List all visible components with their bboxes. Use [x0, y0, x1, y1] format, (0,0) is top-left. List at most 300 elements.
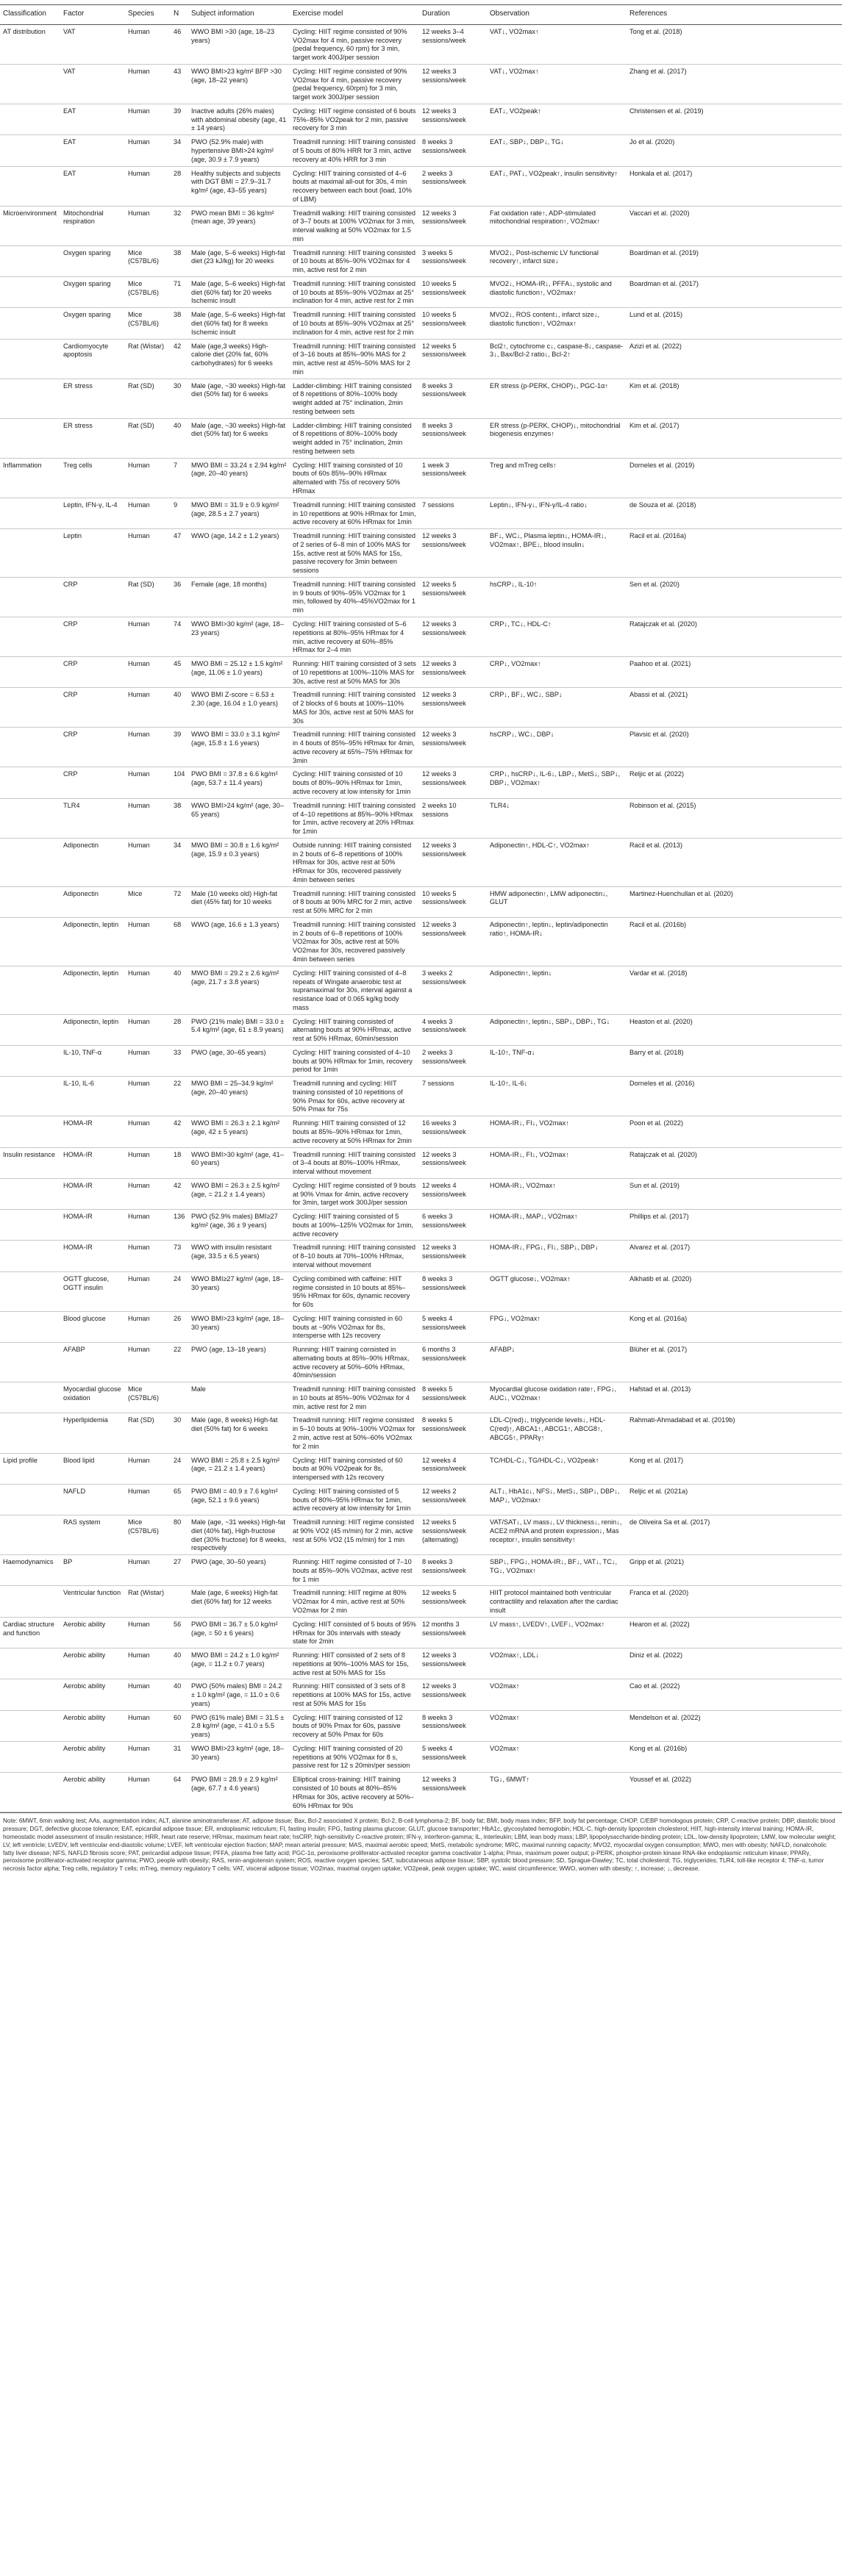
observation-cell: EAT↓, SBP↓, DBP↓, TG↓	[487, 135, 627, 166]
exercise-model-cell: Treadmill running: HIIT training consisted in 4 bouts of 85%–95% HRmax for 4min, active recovery at 65%–75% HRmax for 3min	[290, 728, 419, 767]
reference-cell: Boardman et al. (2019)	[627, 245, 842, 276]
factor-cell: EAT	[60, 166, 125, 206]
classification-cell	[0, 1382, 60, 1413]
reference-cell: Gripp et al. (2021)	[627, 1555, 842, 1586]
n-cell: 33	[171, 1045, 188, 1076]
observation-cell: Bcl2↑, cytochrome c↓, caspase-8↓, caspase-3↓, Bax/Bcl-2 ratio↓, Bcl-2↑	[487, 339, 627, 378]
exercise-model-cell: Treadmill running: HIIT training consisted in 10 repetitions at 90% HRmax for 1min, active recovery at 60% HRmax for 1min	[290, 498, 419, 528]
exercise-model-cell: Cycling: HIIT training consisted of 4–10 bouts at 90% HRmax for 1min, recovery period for 1min	[290, 1045, 419, 1076]
species-cell: Human	[125, 104, 171, 134]
exercise-model-cell: Treadmill running: HIIT training consisted of 2 series of 6–8 min of 100% MAS for 15s, active rest at 50% MAS for 15s, passive recovery for 3min between sessions	[290, 529, 419, 578]
subject-information-cell: WWO BMI = 33.0 ± 3.1 kg/m² (age, 15.8 ± 1.6 years)	[188, 728, 290, 767]
factor-cell: Adiponectin	[60, 886, 125, 917]
species-cell: Human	[125, 458, 171, 498]
reference-cell: Boardman et al. (2017)	[627, 276, 842, 307]
duration-cell: 12 weeks 3 sessions/week	[419, 104, 487, 134]
classification-cell	[0, 1710, 60, 1741]
classification-cell	[0, 728, 60, 767]
n-cell: 31	[171, 1741, 188, 1772]
observation-cell: Adiponectin↑, leptin↓	[487, 966, 627, 1014]
exercise-model-cell: Cycling: HIIT training consisted of alternating bouts at 90% HRmax, active rest at 50% HRmax, 60min/session	[290, 1014, 419, 1045]
classification-cell	[0, 1210, 60, 1241]
n-cell: 40	[171, 966, 188, 1014]
duration-cell: 12 weeks 3 sessions/week	[419, 728, 487, 767]
reference-cell: Kong et al. (2016b)	[627, 1741, 842, 1772]
subject-information-cell: PWO BMI = 37.8 ± 6.6 kg/m² (age, 53.7 ± 11.4 years)	[188, 767, 290, 798]
factor-cell: CRP	[60, 657, 125, 688]
exercise-model-cell: Cycling: HIIT training consisted of 20 repetitions at 90% VO2max for 8 s, passive rest for 12 s 20min/per session	[290, 1741, 419, 1772]
duration-cell: 8 weeks 3 sessions/week	[419, 135, 487, 166]
n-cell: 38	[171, 308, 188, 339]
duration-cell: 12 weeks 5 sessions/week	[419, 339, 487, 378]
reference-cell: Dorneles et al. (2019)	[627, 458, 842, 498]
species-cell: Rat (Wistar)	[125, 339, 171, 378]
subject-information-cell: WWO BMI = 26.3 ± 2.5 kg/m² (age, = 21.2 ± 1.4 years)	[188, 1178, 290, 1209]
n-cell: 22	[171, 1077, 188, 1116]
classification-cell	[0, 308, 60, 339]
classification-cell	[0, 1014, 60, 1045]
reference-cell: Sen et al. (2020)	[627, 577, 842, 617]
table-row	[0, 1555, 842, 1586]
n-cell: 24	[171, 1453, 188, 1484]
factor-cell: Blood lipid	[60, 1453, 125, 1484]
species-cell: Mice (C57BL/6)	[125, 1515, 171, 1555]
reference-cell: Christensen et al. (2019)	[627, 104, 842, 134]
n-cell: 40	[171, 688, 188, 728]
factor-cell: Leptin, IFN-γ, IL-4	[60, 498, 125, 528]
subject-information-cell: Male (age,3 weeks) High-calorie diet (20% fat, 60% carbohydrates) for 6 weeks	[188, 339, 290, 378]
factor-cell: EAT	[60, 135, 125, 166]
exercise-model-cell: Cycling: HIIT training consisted of 5–6 repetitions at 80%–95% HRmax for 4 min, active recovery at 60%–85% HRmax for 2–4 min	[290, 617, 419, 656]
duration-cell: 5 weeks 4 sessions/week	[419, 1741, 487, 1772]
n-cell: 38	[171, 245, 188, 276]
subject-information-cell: WWO with insulin resistant (age, 33.5 ± 6.5 years)	[188, 1241, 290, 1271]
species-cell: Rat (SD)	[125, 418, 171, 458]
factor-cell: Adiponectin, leptin	[60, 1014, 125, 1045]
hiit-studies-table	[0, 4, 842, 1812]
classification-cell: Microenvironment	[0, 206, 60, 245]
reference-cell: Paahoo et al. (2021)	[627, 657, 842, 688]
classification-cell: Cardiac structure and function	[0, 1617, 60, 1648]
factor-cell: OGTT glucose, OGTT insulin	[60, 1271, 125, 1311]
reference-cell: Cao et al. (2022)	[627, 1679, 842, 1710]
classification-cell	[0, 1515, 60, 1555]
n-cell: 9	[171, 498, 188, 528]
reference-cell: Racil et al. (2016a)	[627, 529, 842, 578]
n-cell: 40	[171, 418, 188, 458]
reference-cell: Phillips et al. (2017)	[627, 1210, 842, 1241]
subject-information-cell: PWO BMI = 36.7 ± 5.0 kg/m² (age, = 50 ± 6 years)	[188, 1617, 290, 1648]
reference-cell: Franca et al. (2020)	[627, 1586, 842, 1617]
column-header: N	[171, 5, 188, 25]
duration-cell: 12 weeks 3 sessions/week	[419, 1648, 487, 1679]
exercise-model-cell: Running: HIIT training consisted of 12 bouts at 85%–90% HRmax for 1min, active recovery at 50% HRmax for 2min	[290, 1116, 419, 1147]
n-cell: 18	[171, 1147, 188, 1178]
classification-cell	[0, 1077, 60, 1116]
classification-cell	[0, 1343, 60, 1382]
reference-cell: Plavsic et al. (2020)	[627, 728, 842, 767]
table-row	[0, 838, 842, 886]
subject-information-cell: Male (10 weeks old) High-fat diet (45% fat) for 10 weeks	[188, 886, 290, 917]
reference-cell: Racil et al. (2016b)	[627, 917, 842, 966]
exercise-model-cell: Treadmill running: HIIT training consisted in 2 bouts of 6–8 repetitions of 100% VO2max for 30s, active rest at 50% VO2max for 30s, recovered passively 4min between series	[290, 917, 419, 966]
classification-cell	[0, 378, 60, 418]
reference-cell: Youssef et al. (2022)	[627, 1773, 842, 1812]
factor-cell: HOMA-IR	[60, 1210, 125, 1241]
table-row	[0, 1679, 842, 1710]
species-cell: Human	[125, 838, 171, 886]
n-cell: 46	[171, 24, 188, 64]
factor-cell: Mitochondrial respiration	[60, 206, 125, 245]
table-row	[0, 1014, 842, 1045]
n-cell: 71	[171, 276, 188, 307]
factor-cell: Adiponectin, leptin	[60, 966, 125, 1014]
n-cell: 56	[171, 1617, 188, 1648]
reference-cell: Dorneles et al. (2016)	[627, 1077, 842, 1116]
subject-information-cell: PWO BMI = 40.9 ± 7.6 kg/m² (age, 52.1 ± 9.6 years)	[188, 1484, 290, 1515]
species-cell: Human	[125, 1679, 171, 1710]
n-cell: 47	[171, 529, 188, 578]
observation-cell: Adiponectin↑, leptin↓, leptin/adiponectin ratio↑, HOMA-IR↓	[487, 917, 627, 966]
table-row	[0, 64, 842, 104]
species-cell: Human	[125, 1741, 171, 1772]
subject-information-cell: Male (age, 5–6 weeks) High-fat diet (23 kJ/kg) for 20 weeks	[188, 245, 290, 276]
subject-information-cell: WWO BMI>23 kg/m² (age, 18–30 years)	[188, 1311, 290, 1342]
observation-cell: VO2max↑	[487, 1679, 627, 1710]
table-row	[0, 1045, 842, 1076]
n-cell: 7	[171, 458, 188, 498]
table-row	[0, 104, 842, 134]
observation-cell: Leptin↓, IFN-γ↓, IFN-γ/IL-4 ratio↓	[487, 498, 627, 528]
reference-cell: Alvarez et al. (2017)	[627, 1241, 842, 1271]
classification-cell	[0, 418, 60, 458]
n-cell: 43	[171, 64, 188, 104]
species-cell: Human	[125, 24, 171, 64]
factor-cell: IL-10, IL-6	[60, 1077, 125, 1116]
observation-cell: ER stress (p-PERK, CHOP)↓, PGC-1α↑	[487, 378, 627, 418]
classification-cell	[0, 1271, 60, 1311]
reference-cell: Honkala et al. (2017)	[627, 166, 842, 206]
exercise-model-cell: Cycling: HIIT regime consisted of 90% VO2max for 4 min, passive recovery (pedal frequency, 60 rpm) for 3 min, target work 400J/per session	[290, 24, 419, 64]
species-cell: Human	[125, 1210, 171, 1241]
classification-cell	[0, 688, 60, 728]
observation-cell: hsCRP↓, IL-10↑	[487, 577, 627, 617]
table-row	[0, 688, 842, 728]
classification-cell	[0, 276, 60, 307]
duration-cell: 6 weeks 3 sessions/week	[419, 1210, 487, 1241]
n-cell: 42	[171, 339, 188, 378]
table-row	[0, 1116, 842, 1147]
exercise-model-cell: Cycling: HIIT training consisted of 4–6 bouts at maximal all-out for 30s, 4 min recovery between each bout (load, 10% of LBM)	[290, 166, 419, 206]
n-cell	[171, 1586, 188, 1617]
species-cell: Rat (SD)	[125, 378, 171, 418]
classification-cell	[0, 498, 60, 528]
subject-information-cell: Male (age, 5–6 weeks) High-fat diet (60% fat) for 20 weeks Ischemic insult	[188, 276, 290, 307]
factor-cell: HOMA-IR	[60, 1147, 125, 1178]
factor-cell: ER stress	[60, 418, 125, 458]
reference-cell: Kim et al. (2018)	[627, 378, 842, 418]
column-header: Subject information	[188, 5, 290, 25]
n-cell: 32	[171, 206, 188, 245]
n-cell: 38	[171, 798, 188, 838]
classification-cell	[0, 1116, 60, 1147]
reference-cell: Martinez-Huenchullan et al. (2020)	[627, 886, 842, 917]
subject-information-cell: WWO BMI>24 kg/m² (age, 30–65 years)	[188, 798, 290, 838]
observation-cell: HOMA-IR↓, FPG↓, FI↓, SBP↓, DBP↓	[487, 1241, 627, 1271]
reference-cell: Zhang et al. (2017)	[627, 64, 842, 104]
table-row	[0, 529, 842, 578]
duration-cell: 12 weeks 3 sessions/week	[419, 529, 487, 578]
exercise-model-cell: Cycling: HIIT regime consisted of 9 bouts at 90% Vmax for 4min, active recovery for 3min, target work 300J/per session	[290, 1178, 419, 1209]
observation-cell: VO2max↑	[487, 1741, 627, 1772]
subject-information-cell: PWO BMI = 28.9 ± 2.9 kg/m² (age, 67.7 ± 4.6 years)	[188, 1773, 290, 1812]
exercise-model-cell: Running: HIIT regime consisted of 7–10 bouts at 85%–90% VO2max, active rest for 1 min	[290, 1555, 419, 1586]
duration-cell: 10 weeks 5 sessions/week	[419, 276, 487, 307]
table-row	[0, 458, 842, 498]
species-cell: Human	[125, 966, 171, 1014]
duration-cell: 12 weeks 3 sessions/week	[419, 838, 487, 886]
species-cell: Human	[125, 1241, 171, 1271]
subject-information-cell: PWO (age, 13–18 years)	[188, 1343, 290, 1382]
factor-cell: Aerobic ability	[60, 1773, 125, 1812]
table-row	[0, 1773, 842, 1812]
species-cell: Mice (C57BL/6)	[125, 276, 171, 307]
factor-cell: VAT	[60, 24, 125, 64]
reference-cell: Tong et al. (2018)	[627, 24, 842, 64]
column-header: Duration	[419, 5, 487, 25]
table-row	[0, 798, 842, 838]
duration-cell: 8 weeks 3 sessions/week	[419, 1271, 487, 1311]
observation-cell: ER stress (p-PERK, CHOP)↓, mitochondrial biogenesis enzymes↑	[487, 418, 627, 458]
duration-cell: 12 weeks 4 sessions/week	[419, 1178, 487, 1209]
species-cell: Human	[125, 1077, 171, 1116]
n-cell: 73	[171, 1241, 188, 1271]
subject-information-cell: WWO BMI >30 (age, 18–23 years)	[188, 24, 290, 64]
classification-cell	[0, 577, 60, 617]
exercise-model-cell: Treadmill running: HIIT training consisted of 8 bouts at 90% MRC for 2 min, active rest at 50% MRC for 2 min	[290, 886, 419, 917]
factor-cell: BP	[60, 1555, 125, 1586]
column-header: Exercise model	[290, 5, 419, 25]
reference-cell: Poon et al. (2022)	[627, 1116, 842, 1147]
n-cell: 40	[171, 1648, 188, 1679]
species-cell: Human	[125, 64, 171, 104]
exercise-model-cell: Cycling: HIIT training consisted of 5 bouts of 80%–95% HRmax for 1min, active recovery at low intensity for 1min	[290, 1484, 419, 1515]
species-cell: Human	[125, 1311, 171, 1342]
observation-cell: HIIT protocol maintained both ventricular contractility and relaxation after the cardiac insult	[487, 1586, 627, 1617]
exercise-model-cell: Cycling: HIIT regime consisted of 6 bouts 75%–85% VO2peak for 2 min, passive recovery for 3 min	[290, 104, 419, 134]
factor-cell: EAT	[60, 104, 125, 134]
observation-cell: EAT↓, VO2peak↑	[487, 104, 627, 134]
observation-cell: EAT↓, PAT↓, VO2peak↑, insulin sensitivity↑	[487, 166, 627, 206]
classification-cell	[0, 838, 60, 886]
duration-cell: 16 weeks 3 sessions/week	[419, 1116, 487, 1147]
observation-cell: Adiponectin↑, HDL-C↑, VO2max↑	[487, 838, 627, 886]
classification-cell	[0, 767, 60, 798]
table-row	[0, 1453, 842, 1484]
table-header	[0, 5, 842, 25]
subject-information-cell: WWO BMI = 25.8 ± 2.5 kg/m² (age, = 21.2 ± 1.4 years)	[188, 1453, 290, 1484]
subject-information-cell: MWO BMI = 25–34.9 kg/m² (age, 20–40 years)	[188, 1077, 290, 1116]
table-row	[0, 1241, 842, 1271]
factor-cell: Aerobic ability	[60, 1741, 125, 1772]
factor-cell: Blood glucose	[60, 1311, 125, 1342]
table-row	[0, 1382, 842, 1413]
species-cell: Human	[125, 767, 171, 798]
factor-cell: Hyperlipidemia	[60, 1413, 125, 1453]
factor-cell: HOMA-IR	[60, 1178, 125, 1209]
subject-information-cell: PWO (50% males) BMI = 24.2 ± 1.0 kg/m² (age, = 11.0 ± 0.6 years)	[188, 1679, 290, 1710]
table-row	[0, 24, 842, 64]
subject-information-cell: PWO (age, 30–65 years)	[188, 1045, 290, 1076]
species-cell: Human	[125, 206, 171, 245]
exercise-model-cell: Cycling: HIIT regime consisted of 90% VO2max for 4 min, passive recovery (pedal frequency, 60rpm) for 3 min, target work 300J/per session	[290, 64, 419, 104]
exercise-model-cell: Ladder-climbing: HIIT training consisted of 8 repetitions of 80%–100% body weight added at 75° inclination, 2min resting between sets	[290, 378, 419, 418]
exercise-model-cell: Treadmill running: HIIT training consisted in 9 bouts of 90%–95% VO2max for 1 min, followed by 40%–45%VO2max for 1 min	[290, 577, 419, 617]
duration-cell: 2 weeks 10 sessions	[419, 798, 487, 838]
observation-cell: HOMA-IR↓, VO2max↑	[487, 1178, 627, 1209]
exercise-model-cell: Treadmill running and cycling: HIIT training consisted of 10 repetitions of 90% Pmax for 60s, active recovery at 50% Pmax for 75s	[290, 1077, 419, 1116]
subject-information-cell: WWO BMI≥27 kg/m² (age, 18–30 years)	[188, 1271, 290, 1311]
duration-cell: 3 weeks 5 sessions/week	[419, 245, 487, 276]
classification-cell	[0, 1741, 60, 1772]
classification-cell: AT distribution	[0, 24, 60, 64]
reference-cell: Blüher et al. (2017)	[627, 1343, 842, 1382]
n-cell: 45	[171, 657, 188, 688]
species-cell: Human	[125, 498, 171, 528]
exercise-model-cell: Cycling: HIIT training consisted of 10 bouts of 80%–90% HRmax for 1min, active recovery at low intensity for 1min	[290, 767, 419, 798]
table-row	[0, 1586, 842, 1617]
reference-cell: Robinson et al. (2015)	[627, 798, 842, 838]
table-row	[0, 308, 842, 339]
table-row	[0, 418, 842, 458]
classification-cell	[0, 1773, 60, 1812]
reference-cell: Vardar et al. (2018)	[627, 966, 842, 1014]
table-row	[0, 657, 842, 688]
exercise-model-cell: Cycling combined with caffeine: HIIT regime consisted in 10 bouts at 85%–95% HRmax for 60s, dynamic recovery for 60s	[290, 1271, 419, 1311]
exercise-model-cell: Cycling: HIIT training consisted of 12 bouts of 90% Pmax for 60s, passive recovery at 50% Pmax for 60s	[290, 1710, 419, 1741]
species-cell: Human	[125, 135, 171, 166]
species-cell: Human	[125, 1014, 171, 1045]
subject-information-cell: WWO (age, 14.2 ± 1.2 years)	[188, 529, 290, 578]
observation-cell: TC/HDL-C↓, TG/HDL-C↓, VO2peak↑	[487, 1453, 627, 1484]
exercise-model-cell: Treadmill running: HIIT training consisted of 4–10 repetitions at 85%–90% HRmax for 1min, active recovery at 20% HRmax for 1min	[290, 798, 419, 838]
n-cell: 68	[171, 917, 188, 966]
factor-cell: AFABP	[60, 1343, 125, 1382]
species-cell: Mice	[125, 886, 171, 917]
table-row	[0, 886, 842, 917]
table-row	[0, 767, 842, 798]
reference-cell: Ratajczak et al. (2020)	[627, 1147, 842, 1178]
factor-cell: Oxygen sparing	[60, 276, 125, 307]
reference-cell: Heaston et al. (2020)	[627, 1014, 842, 1045]
table-row	[0, 276, 842, 307]
factor-cell: CRP	[60, 577, 125, 617]
observation-cell: BF↓, WC↓, Plasma leptin↓, HOMA-IR↓, VO2max↑, BPE↓, blood insulin↓	[487, 529, 627, 578]
n-cell: 39	[171, 728, 188, 767]
subject-information-cell: Male (age, 8 weeks) High-fat diet (50% fat) for 6 weeks	[188, 1413, 290, 1453]
exercise-model-cell: Treadmill running: HIIT training consisted of 3–16 bouts at 85%–90% MAS for 2 min, active rest at 45%–50% MAS for 2 min	[290, 339, 419, 378]
species-cell: Human	[125, 1343, 171, 1382]
factor-cell: Aerobic ability	[60, 1648, 125, 1679]
subject-information-cell: Male (age, 5–6 weeks) High-fat diet (60% fat) for 8 weeks Ischemic insult	[188, 308, 290, 339]
exercise-model-cell: Cycling: HIIT training consisted of 5 bouts at 100%–125% VO2max for 1min, active recovery	[290, 1210, 419, 1241]
exercise-model-cell: Treadmill running: HIIT training consisted of 5 bouts of 80% HRR for 3 min, active recovery at 40% HRR for 3 min	[290, 135, 419, 166]
table-row	[0, 1311, 842, 1342]
classification-cell	[0, 1178, 60, 1209]
observation-cell: IL-10↑, IL-6↓	[487, 1077, 627, 1116]
observation-cell: Fat oxidation rate↑, ADP-stimulated mitochondrial respiration↑, VO2max↑	[487, 206, 627, 245]
reference-cell: Kong et al. (2016a)	[627, 1311, 842, 1342]
species-cell: Human	[125, 728, 171, 767]
observation-cell: Treg and mTreg cells↑	[487, 458, 627, 498]
subject-information-cell: Inactive adults (26% males) with abdominal obesity (age, 41 ± 14 years)	[188, 104, 290, 134]
duration-cell: 3 weeks 2 sessions/week	[419, 966, 487, 1014]
n-cell: 39	[171, 104, 188, 134]
factor-cell: ER stress	[60, 378, 125, 418]
duration-cell: 7 sessions	[419, 1077, 487, 1116]
table-row	[0, 1710, 842, 1741]
reference-cell: Kong et al. (2017)	[627, 1453, 842, 1484]
n-cell: 42	[171, 1178, 188, 1209]
table-row	[0, 166, 842, 206]
species-cell: Human	[125, 529, 171, 578]
table-row	[0, 966, 842, 1014]
n-cell: 34	[171, 135, 188, 166]
duration-cell: 8 weeks 3 sessions/week	[419, 1710, 487, 1741]
factor-cell: HOMA-IR	[60, 1241, 125, 1271]
subject-information-cell: MWO BMI = 29.2 ± 2.6 kg/m² (age, 21.7 ± 3.8 years)	[188, 966, 290, 1014]
reference-cell: de Oliveira Sa et al. (2017)	[627, 1515, 842, 1555]
n-cell: 42	[171, 1116, 188, 1147]
n-cell: 136	[171, 1210, 188, 1241]
observation-cell: SBP↓, FPG↓, HOMA-IR↓, BF↓, VAT↓, TC↓, TG↓, VO2max↑	[487, 1555, 627, 1586]
column-header: Observation	[487, 5, 627, 25]
observation-cell: HMW adiponectin↑, LMW adiponectin↓, GLUT	[487, 886, 627, 917]
n-cell: 28	[171, 1014, 188, 1045]
classification-cell	[0, 339, 60, 378]
reference-cell: Vaccari et al. (2020)	[627, 206, 842, 245]
duration-cell: 1 week 3 sessions/week	[419, 458, 487, 498]
classification-cell	[0, 1311, 60, 1342]
classification-cell: Haemodynamics	[0, 1555, 60, 1586]
subject-information-cell: Male	[188, 1382, 290, 1413]
duration-cell: 12 weeks 3 sessions/week	[419, 1241, 487, 1271]
duration-cell: 7 sessions	[419, 498, 487, 528]
subject-information-cell: PWO (61% male) BMI = 31.5 ± 2.8 kg/m² (age, = 41.0 ± 5.5 years)	[188, 1710, 290, 1741]
n-cell: 40	[171, 1679, 188, 1710]
duration-cell: 12 weeks 3–4 sessions/week	[419, 24, 487, 64]
exercise-model-cell: Running: HIIT consisted of 2 sets of 8 repetitions at 90%–100% MAS for 15s, active rest at 50% MAS for 15s	[290, 1648, 419, 1679]
species-cell: Mice (C57BL/6)	[125, 308, 171, 339]
observation-cell: FPG↓, VO2max↑	[487, 1311, 627, 1342]
observation-cell: HOMA-IR↓, FI↓, VO2max↑	[487, 1116, 627, 1147]
n-cell: 80	[171, 1515, 188, 1555]
classification-cell	[0, 1045, 60, 1076]
column-header: References	[627, 5, 842, 25]
duration-cell: 6 months 3 sessions/week	[419, 1343, 487, 1382]
species-cell: Human	[125, 1648, 171, 1679]
duration-cell: 12 weeks 3 sessions/week	[419, 617, 487, 656]
table-row	[0, 617, 842, 656]
exercise-model-cell: Treadmill running: HIIT training consisted of 2 blocks of 6 bouts at 100%–110% MAS for 30s, active rest at 50% MAS for 30s	[290, 688, 419, 728]
duration-cell: 8 weeks 5 sessions/week	[419, 1413, 487, 1453]
duration-cell: 12 weeks 3 sessions/week	[419, 688, 487, 728]
exercise-model-cell: Treadmill running: HIIT training consisted of 8–10 bouts at 70%–100% HRmax, interval without movement	[290, 1241, 419, 1271]
observation-cell: CRP↓, VO2max↑	[487, 657, 627, 688]
table-row	[0, 339, 842, 378]
duration-cell: 4 weeks 3 sessions/week	[419, 1014, 487, 1045]
subject-information-cell: MWO BMI = 33.24 ± 2.94 kg/m² (age, 20–40 years)	[188, 458, 290, 498]
